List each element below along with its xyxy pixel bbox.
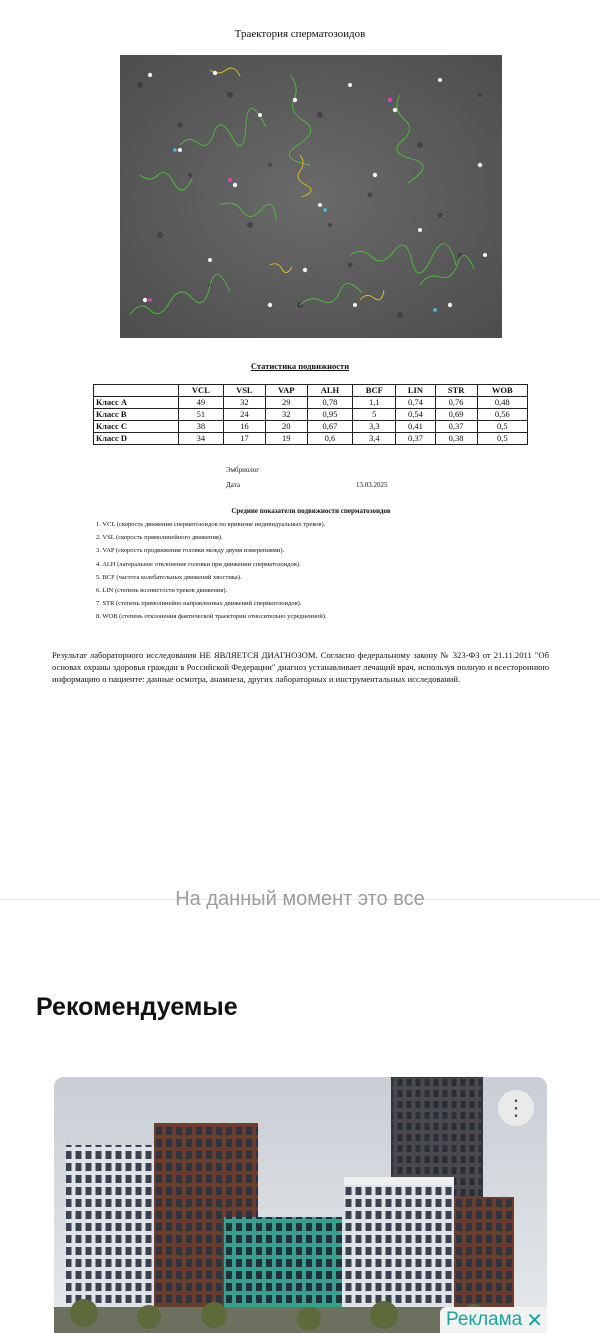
table-cell: 5 [353,409,396,421]
header-cell: LIN [396,385,435,397]
table-row [94,421,528,433]
table-cell: 3,4 [353,433,396,445]
table-cell: 51 [179,409,224,421]
more-vertical-icon: ⋮ [505,1095,527,1120]
list-item: 1. VCL (скорость движения сперматозоидов по кривизне индивидуальных треков). [96,521,326,528]
row-label: Класс C [94,421,179,433]
header-cell [94,385,179,397]
list-item: 8. WOB (степень отклонения фактической траектории относительно усредненной). [96,613,327,621]
table-cell: 19 [265,433,307,445]
table-cell: 0,48 [477,397,527,409]
disclaimer-text: Результат лабораторного исследования НЕ ЯВЛЯЕТСЯ ДИАГНОЗОМ. Согласно федеральному закону № 323-ФЗ от 21.11.2011 "Об основах охраны здоровья граждан в Российской Федерации" диагноз устанавливает лечащий врач, используя полную и всестороннюю информацию о пациенте: данные осмотра, анамнеза, других лабораторных и инструментальных исследований. [52,650,549,684]
row-label: Класс A [94,397,179,409]
table-cell: 0,5 [477,433,527,445]
table-cell: 16 [223,421,265,433]
table-cell: 0,6 [307,433,353,445]
feed-end-text: На данный момент это все [175,888,425,910]
table-cell: 17 [223,433,265,445]
table-cell: 0,38 [435,433,477,445]
list-item: 4. ALH (латеральное отклонение головки при движении сперматозоидов). [96,560,301,568]
date-label: Дата [226,481,240,489]
sperm-trajectory-image [120,55,502,338]
row-label: Класс B [94,409,179,421]
table-cell: 0,76 [435,397,477,409]
date-value: 13.03.2025 [356,481,388,489]
table-cell: 0,67 [307,421,353,433]
header-cell: BCF [353,385,396,397]
header-cell: ALH [307,385,353,397]
table-cell: 0,41 [396,421,435,433]
table-cell: 32 [265,409,307,421]
document-title: Траектория сперматозоидов [234,28,366,40]
feed-end-divider [0,887,600,915]
table-row [94,397,528,409]
recommended-title: Рекомендуемые [36,993,238,1021]
table-cell: 0,5 [477,421,527,433]
row-label: Класс D [94,433,179,445]
table-cell: 1,1 [353,397,396,409]
table-cell: 3,3 [353,421,396,433]
table-cell: 34 [179,433,224,445]
list-item: 6. LIN (степень волнистости треков движения). [96,586,228,594]
table-cell: 0,78 [307,397,353,409]
definitions-list [96,518,327,624]
table-cell: 0,74 [396,397,435,409]
table-cell: 32 [223,397,265,409]
header-cell: WOB [477,385,527,397]
table-header-row [94,385,528,397]
recommended-ad-card[interactable] [54,1077,547,1333]
ad-image-buildings [54,1077,547,1333]
table-cell: 0,37 [396,433,435,445]
header-cell: VAP [265,385,307,397]
table-cell: 0,37 [435,421,477,433]
list-item: 5. BCF (частота колебательных движений хвостика). [96,573,242,581]
table-cell: 49 [179,397,224,409]
table-cell: 0,69 [435,409,477,421]
ad-badge[interactable] [440,1307,547,1333]
stats-title: Статистика подвижности [250,361,350,371]
card-menu-button[interactable] [498,1090,534,1126]
table-row [94,409,528,421]
list-item: 2. VSL (скорость прямолинейного движения). [96,534,223,542]
ad-label: Реклама [446,1309,523,1330]
header-cell: STR [435,385,477,397]
motility-stats-table [93,384,528,445]
table-cell: 20 [265,421,307,433]
table-cell: 0,54 [396,409,435,421]
list-item: 3. VAP (скорость продвижения головки между двумя измерениями). [96,547,285,555]
header-cell: VCL [179,385,224,397]
header-cell: VSL [223,385,265,397]
table-cell: 29 [265,397,307,409]
close-icon[interactable]: ✕ [526,1309,543,1332]
table-cell: 24 [223,409,265,421]
table-cell: 38 [179,421,224,433]
table-row [94,433,528,445]
table-cell: 0,95 [307,409,353,421]
list-item: 7. STR (степень прямолинейно направленных движений сперматозоидов). [96,600,302,608]
averages-title: Средние показатели подвижности сперматозоидов [231,507,391,515]
embryologist-label: Эмбриолог [226,466,260,474]
table-cell: 0,56 [477,409,527,421]
